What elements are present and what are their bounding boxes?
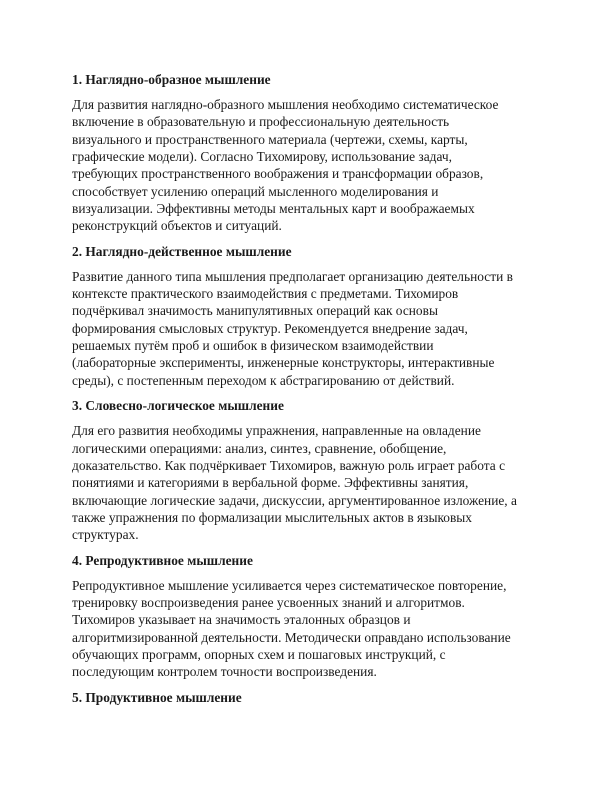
section-4 <box>72 552 548 681</box>
paragraph-line: Для развития наглядно-образного мышления необходимо систематическое <box>72 97 499 112</box>
paragraph-line: Репродуктивное мышление усиливается через систематическое повторение, <box>72 577 507 593</box>
section-heading: 2. Наглядно-действенное мышление <box>72 243 292 259</box>
paragraph-line: логическими операциями: анализ, синтез, сравнение, обобщение, <box>72 440 447 456</box>
paragraph-line: тренировку воспроизведения ранее усвоенных знаний и алгоритмов. <box>72 594 465 610</box>
paragraph-line: визуального и пространственного материала (чертежи, схемы, карты, <box>72 131 468 147</box>
section-paragraph <box>72 422 548 543</box>
paragraph-line: структурах. <box>72 527 139 543</box>
paragraph-line: Развитие данного типа мышления предполагает организацию деятельности в <box>72 268 513 284</box>
section-paragraph <box>72 577 548 681</box>
section-heading: 4. Репродуктивное мышление <box>72 552 253 568</box>
paragraph-line: графические модели). Согласно Тихомирову, использование задач, <box>72 149 452 165</box>
section-heading: 1. Наглядно-образное мышление <box>72 72 271 87</box>
document-page <box>72 71 548 714</box>
paragraph-line: способствует усилению операций мысленного моделирования и <box>72 183 439 199</box>
section-heading: 5. Продуктивное мышление <box>72 689 242 705</box>
paragraph-line: Для его развития необходимы упражнения, направленные на овладение <box>72 423 481 439</box>
paragraph-line: обучающих программ, опорных схем и пошаговых инструкций, с <box>72 646 446 662</box>
paragraph-line: решаемых путём проб и ошибок в физическом взаимодействии <box>72 338 434 354</box>
paragraph-line: среды), с постепенным переходом к абстрагированию от действий. <box>72 372 455 388</box>
paragraph-line: включение в образовательную и профессиональную деятельность <box>72 114 450 130</box>
section-paragraph <box>72 268 548 389</box>
paragraph-line: визуализации. Эффективны методы ментальных карт и воображаемых <box>72 201 475 217</box>
paragraph-line: формирования смысловых структур. Рекомендуется внедрение задач, <box>72 320 468 336</box>
paragraph-line: включающие логические задачи, дискуссии, аргументированное изложение, а <box>72 492 517 508</box>
paragraph-line: доказательство. Как подчёркивает Тихомиров, важную роль играет работа с <box>72 457 506 473</box>
paragraph-line: требующих пространственного воображения и трансформации образов, <box>72 166 484 182</box>
section-heading: 3. Словесно-логическое мышление <box>72 398 284 414</box>
paragraph-line: реконструкций объектов и ситуаций. <box>72 218 282 234</box>
paragraph-line: Тихомиров указывает на значимость эталонных образцов и <box>72 612 411 628</box>
section-5 <box>72 689 548 706</box>
section-paragraph <box>72 96 548 235</box>
section-2 <box>72 243 548 389</box>
paragraph-line: подчёркивал значимость манипулятивных операций как основы <box>72 303 438 319</box>
section-3 <box>72 397 548 543</box>
paragraph-line: алгоритмизированной деятельности. Методически оправдано использование <box>72 629 511 645</box>
paragraph-line: понятиями и категориями в вербальной форме. Эффективны занятия, <box>72 475 469 491</box>
paragraph-line: также упражнения по формализации мыслительных актов в языковых <box>72 509 472 525</box>
paragraph-line: контексте практического взаимодействия с предметами. Тихомиров <box>72 286 459 302</box>
paragraph-line: (лабораторные эксперименты, инженерные конструкторы, интерактивные <box>72 355 495 371</box>
paragraph-line: последующим контролем точности воспроизведения. <box>72 664 377 680</box>
section-1 <box>72 71 548 235</box>
